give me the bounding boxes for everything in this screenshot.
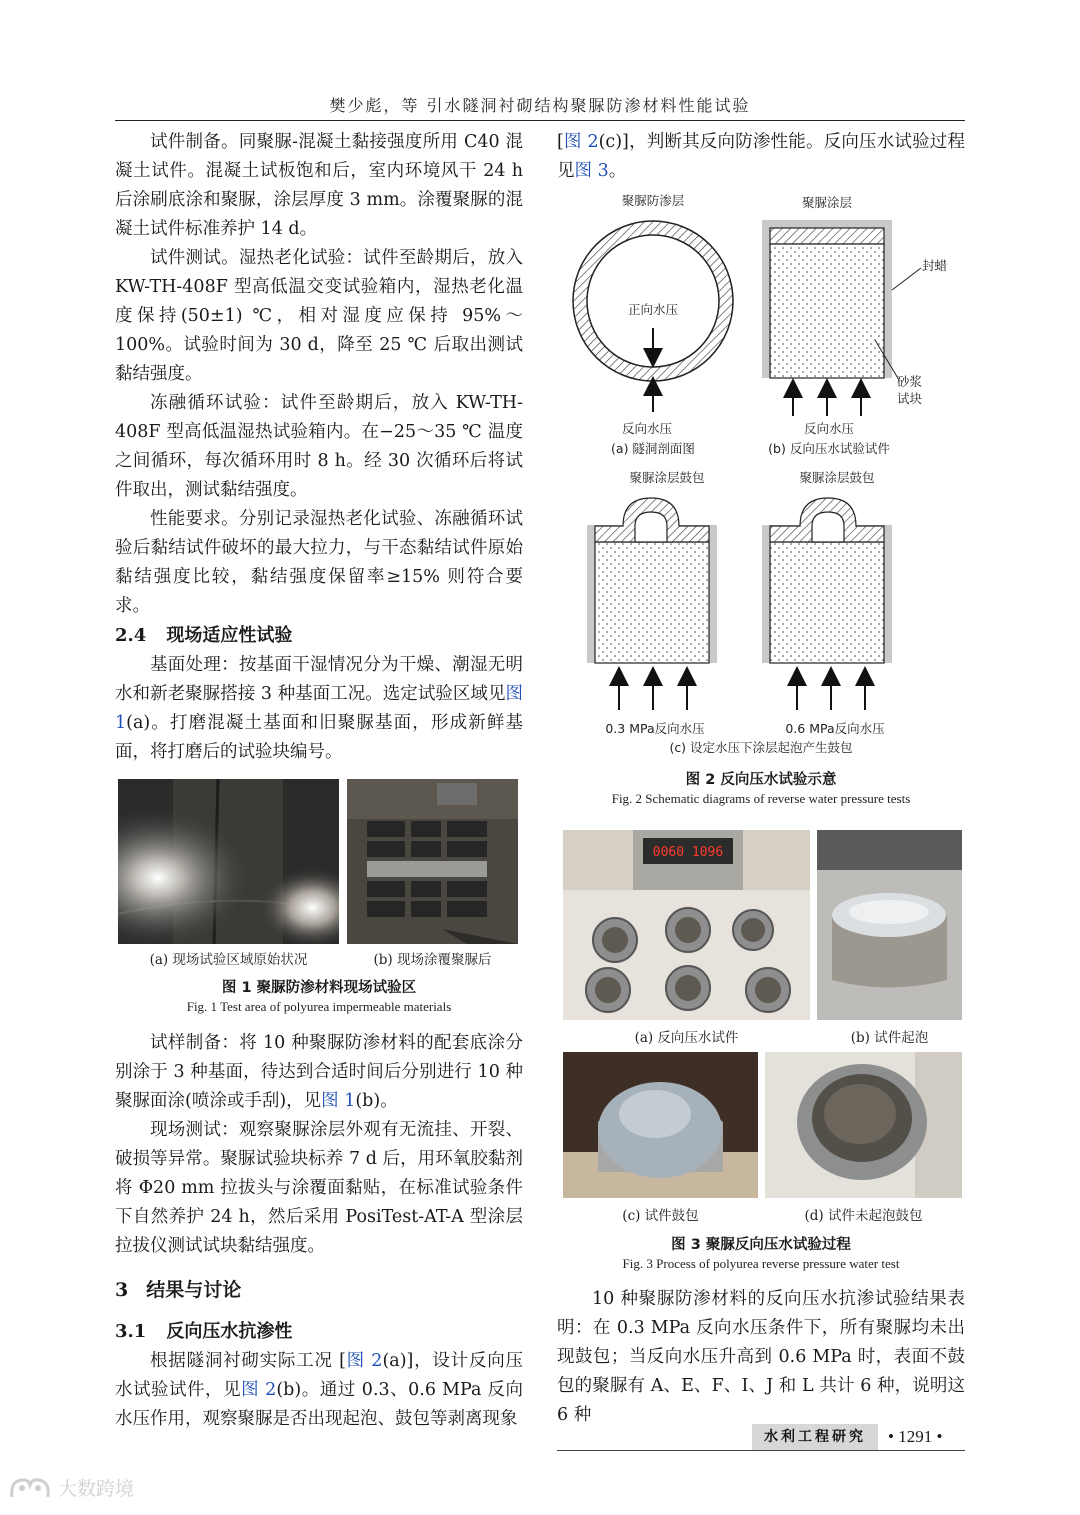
specimen-diagram [762,195,948,456]
label-reverse-pressure: 反向水压 [621,421,673,436]
section-number: 3 [115,1279,129,1301]
left-column [115,128,523,1434]
section-2-4-heading [115,621,523,651]
label-forward-pressure: 正向水压 [627,302,679,317]
controller-display: 0060 1096 [652,845,724,860]
label-reverse-pressure: 反向水压 [803,421,855,436]
figure-3-title-en: Fig. 3 Process of polyurea reverse pressure water test [622,1256,900,1271]
figure-2b-caption: (b) 反向压水试验试件 [768,441,890,456]
label-polyurea-coating: 聚脲涂层 [801,195,853,210]
figure-1-title-en: Fig. 1 Test area of polyurea impermeable materials [186,999,452,1014]
photo-bulge [563,1052,758,1198]
tunnel-section-diagram [573,193,733,456]
text-run: 根据隧洞衬砌实际工况 [ [150,1351,346,1371]
label-blister: 聚脲涂层鼓包 [799,470,875,485]
blister-diagram-0-6mpa [762,470,892,736]
figure-2c-caption: (c) 设定水压下涂层起泡产生鼓包 [669,740,853,755]
paragraph-site-test: 现场测试：观察聚脲涂层外观有无流挂、开裂、破损等异常。聚脲试验块标养 7 d 后，用环氧胶黏剂将 Φ20 mm 拉拔头与涂覆面黏贴，在标准试验条件下自然养护 24 h，然后采用 PosiTest-AT-A 型涂层拉拔仪测试试块黏结强度。 [115,1120,523,1256]
text-run: (b)。 [355,1091,398,1111]
figure-2-title: 图 2 反向压水试验示意 [685,772,837,788]
section-3-1-heading [115,1317,523,1347]
figure-3b-caption: (b) 试件起泡 [850,1030,929,1046]
text-run: (a)]，设计反向压水试验试件，见 [115,1351,523,1400]
figure-1-link[interactable]: 图 1 [321,1091,356,1111]
paragraph-sample-prep [115,1029,523,1116]
blister-diagram-0-3mpa [587,470,717,736]
figure-1a-caption: (a) 现场试验区域原始状况 [149,952,308,968]
section-number: 2.4 [115,625,147,646]
journal-name: 水利工程研究 [752,1424,878,1450]
section-title: 现场适应性试验 [166,625,293,646]
text-run: 基面处理：按基面干湿情况分为干燥、潮湿无明水和新老聚脲搭接 3 种基面工况。选定试验区域见 [115,655,523,704]
figure-3d-caption: (d) 试件未起泡鼓包 [804,1208,923,1224]
figure-2-diagram [557,190,965,760]
text-run: [ [557,132,564,152]
paragraph-freeze-thaw: 冻融循环试验：试件至龄期后，放入 KW-TH-408F 型高低温湿热试验箱内。在−25～35 ℃ 温度之间循环，每次循环用时 8 h。经 30 次循环后将试件取出，测试黏结强度。 [115,393,523,500]
section-number: 3.1 [115,1321,147,1342]
section-title: 结果与讨论 [146,1279,242,1301]
page-number: • 1291 • [888,1427,943,1446]
figure-1-link[interactable]: 图 1 [115,684,523,733]
right-column-lower [557,1285,965,1430]
photo-site-original [118,779,339,944]
text-run: (b)。通过 0.3、0.6 MPa 反向水压作用，观察聚脲是否出现起泡、鼓包等剥离现象 [115,1380,523,1429]
paragraph-judge [557,128,965,186]
text-run: 试样制备：将 10 种聚脲防渗材料的配套底涂分别涂于 3 种基面，待达到合适时间后分别进行 10 种聚脲面涂(喷涂或手刮)，见 [115,1033,523,1111]
label-blister: 聚脲涂层鼓包 [629,470,705,485]
figure-2-link[interactable]: 图 2 [563,132,599,152]
photo-blister [817,830,962,1020]
paragraph-requirements: 性能要求。分别记录湿热老化试验、冻融循环试验后黏结试件破坏的最大拉力，与干态黏结试件原始黏结强度比较，黏结强度保留率≥15% 则符合要求。 [115,509,523,616]
figure-3c-caption: (c) 试件鼓包 [622,1208,699,1224]
figure-2a-caption: (a) 隧洞剖面图 [611,441,695,456]
footer-rule [557,1450,965,1451]
text-run: 。 [608,161,627,181]
watermark [8,1474,134,1501]
figure-1b-caption: (b) 现场涂覆聚脲后 [373,952,492,968]
photo-site-coated [347,779,518,944]
label-wax-seal: 封蜡 [922,258,948,273]
header-rule [115,120,965,121]
running-head: 樊少彪，等 引水隧洞衬砌结构聚脲防渗材料性能试验 [329,96,751,115]
paragraph-results: 10 种聚脲防渗材料的反向压水抗渗试验结果表明：在 0.3 MPa 反向水压条件下，所有聚脲均未出现鼓包；当反向水压升高到 0.6 MPa 时，表面不鼓包的聚脲有 A、E、F、I、J 和 L 共计 6 种，说明这 6 种 [557,1289,965,1425]
figure-2-link[interactable]: 图 2 [345,1351,383,1371]
paragraph-specimen-prep: 试件制备。同聚脲-混凝土黏接强度所用 C40 混凝土试件。混凝土试板饱和后，室内环境风干 24 h 后涂刷底涂和聚脲，涂层厚度 3 mm。涂覆聚脲的混凝土试件标准养护 14 d。 [115,132,523,239]
figure-1 [115,779,523,1029]
label-specimen: 试块 [897,391,923,406]
figure-1-title: 图 1 聚脲防渗材料现场试验区 [221,980,417,996]
label-0-6mpa: 0.6 MPa反向水压 [785,721,885,736]
figure-3-title: 图 3 聚脲反向压水试验过程 [671,1237,851,1253]
label-polyurea-layer: 聚脲防渗层 [621,193,685,208]
figure-3a-caption: (a) 反向压水试件 [634,1030,739,1046]
figure-3-link[interactable]: 图 3 [574,161,609,181]
figure-2-title-en: Fig. 2 Schematic diagrams of reverse water pressure tests [611,791,911,806]
watermark-text: 大数跨境 [58,1478,135,1500]
label-mortar: 砂浆 [897,374,923,389]
label-0-3mpa: 0.3 MPa反向水压 [605,721,705,736]
paragraph-substrate [115,651,523,767]
section-title: 反向压水抗渗性 [166,1321,293,1342]
figure-2-link[interactable]: 图 2 [241,1380,277,1400]
right-column [557,128,965,186]
paragraph-specimen-test: 试件测试。湿热老化试验：试件至龄期后，放入 KW-TH-408F 型高低温交变试验箱内，湿热老化温度保持(50±1) ℃，相对湿度应保持 95%～100%。试验时间为 30 d，降至 25 ℃ 后取出测试黏结强度。 [115,248,523,384]
section-3-heading [115,1275,523,1305]
text-run: (c)]，判断其反向防渗性能。反向压水试验过程见 [557,132,965,181]
text-run: (a)。打磨混凝土基面和旧聚脲基面，形成新鲜基面，将打磨后的试验块编号。 [115,713,523,762]
paragraph-reverse-pressure [115,1347,523,1434]
watermark-logo-icon [8,1475,52,1501]
photo-reverse-specimens [563,830,810,1020]
photo-no-blister [765,1052,962,1198]
